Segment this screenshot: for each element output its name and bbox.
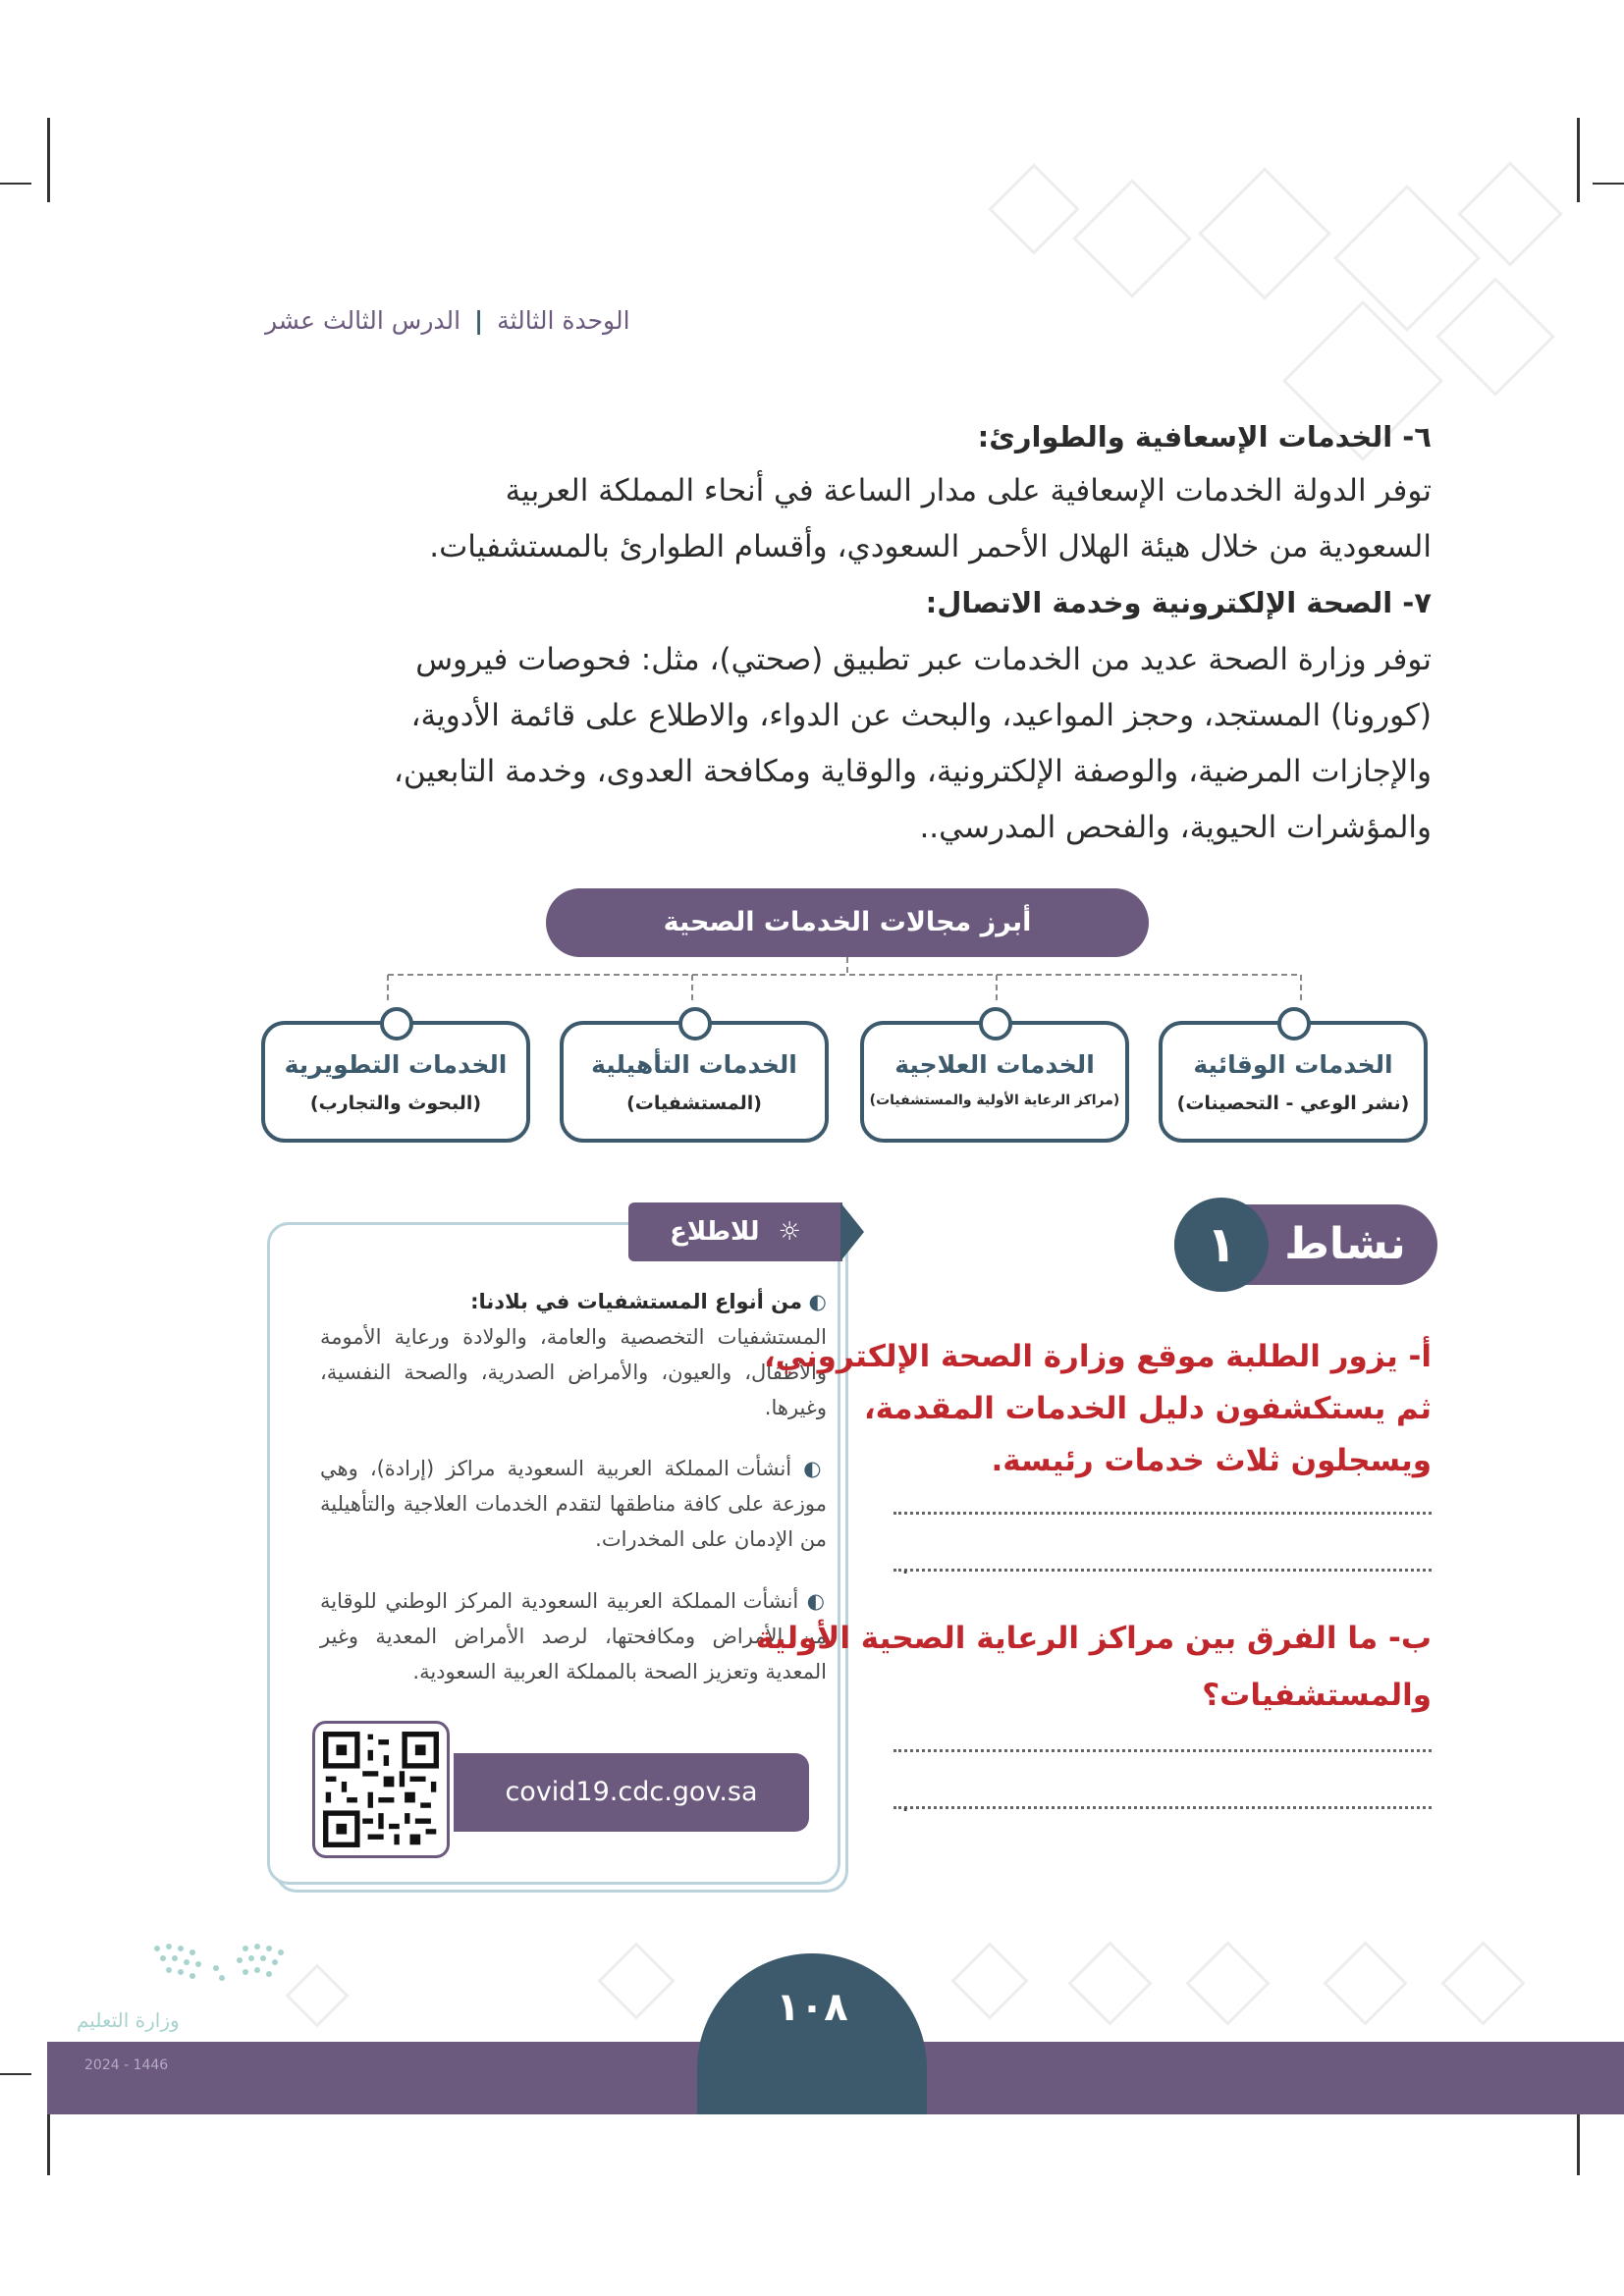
crop-mark [0,183,31,185]
page-number: ١٠٨ [697,1953,927,2114]
crop-mark [47,118,50,202]
decorative-diamond [1323,1941,1407,2025]
concept-map-title: أبرز مجالات الخدمات الصحية [546,888,1149,957]
connector-dot [979,1007,1012,1041]
activity-number: ١ [1174,1198,1269,1292]
section-title-emergency: ٦- الخدمات الإسعافية والطوارئ: [977,420,1432,454]
paragraph-line: والمؤشرات الحيوية، والفحص المدرسي.. [919,810,1432,845]
activity-question-a: أ- يزور الطلبة موقع وزارة الصحة الإلكتروني، ثم يستكشفون دليل الخدمات المقدمة، ويسجلون ثلاث خدمات رئيسة. [763,1339,1432,1478]
answer-line[interactable] [893,1749,1432,1752]
bullet-icon: ◐ [791,1457,827,1480]
paragraph-line: السعودية من خلال هيئة الهلال الأحمر السعودي، وأقسام الطوارئ بالمستشفيات. [429,529,1432,564]
section-body-emergency [263,463,1432,575]
decorative-diamond [1198,167,1331,300]
ministry-logo-icon [147,1939,295,1998]
service-name: الخدمات الوقائية [1193,1050,1393,1079]
service-sub: (مراكز الرعاية الأولية والمستشفيات) [869,1093,1120,1108]
info-item-body: أنشأت المملكة العربية السعودية المركز الوطني للوقاية من الأمراض ومكافحتها، لرصد الأمراض المعدية وغير المعدية وتعزيز الصحة بالمملكة العربية السعودية. [320,1589,827,1683]
section-title-ehealth: ٧- الصحة الإلكترونية وخدمة الاتصال: [925,586,1432,619]
connector-dot [678,1007,712,1041]
decorative-diamond [950,1942,1028,2019]
service-name: الخدمات العلاجية [894,1050,1095,1079]
service-name: الخدمات التطويرية [284,1050,508,1079]
website-link[interactable]: covid19.cdc.gov.sa [454,1753,809,1832]
decorative-diamond [1072,179,1192,298]
decorative-diamond [1185,1941,1270,2025]
decorative-diamond [285,1963,349,2027]
decorative-diamond [1067,1941,1152,2025]
info-item-body: المستشفيات التخصصية والعامة، والولادة ورعاية الأمومة والأطفال، والعيون، والأمراض الصدرية، والصحة النفسية، وغيرها. [320,1325,827,1419]
ministry-year: 2024 - 1446 [84,2057,169,2073]
info-tab-arrow [840,1202,864,1261]
qr-code[interactable] [312,1721,450,1858]
service-sub: (المستشفيات) [626,1093,762,1114]
answer-end-mark: . [901,1551,910,1580]
section-body-ehealth [263,632,1432,856]
service-box-development [261,1021,530,1143]
info-item-title: من أنواع المستشفيات في بلادنا: [470,1290,802,1313]
paragraph-line: توفر وزارة الصحة عديد من الخدمات عبر تطبيق (صحتي)، مثل: فحوصات فيروس [415,642,1432,677]
qr-code-icon [315,1724,447,1855]
service-sub: (نشر الوعي - التحصينات) [1176,1093,1410,1114]
bullet-icon: ◐ [802,1290,827,1313]
header-separator: | [474,306,484,335]
activity-question-b: ب- ما الفرق بين مراكز الرعاية الصحية الأولية والمستشفيات؟ [755,1621,1432,1713]
decorative-diamond [988,163,1079,254]
service-box-preventive [1159,1021,1428,1143]
info-tab-label: للاطلاع [670,1217,760,1247]
answer-line[interactable] [893,1569,1432,1572]
answer-end-mark: . [901,1789,910,1818]
unit-label: الوحدة الثالثة [497,306,630,335]
info-item-body: أنشأت المملكة العربية السعودية مراكز (إرادة)، وهي موزعة على كافة مناطقها لتقدم الخدمات العلاجية والتأهيلية من الإدمان على المخدرات. [320,1457,827,1551]
paragraph-line: والإجازات المرضية، والوصفة الإلكترونية، والوقاية ومكافحة العدوى، وخدمة التابعين، [393,754,1432,789]
info-tab [628,1202,842,1261]
answer-line[interactable] [893,1512,1432,1515]
lightbulb-icon: ☼ [778,1217,801,1247]
service-box-treatment [860,1021,1129,1143]
service-name: الخدمات التأهيلية [591,1050,797,1079]
ministry-name: وزارة التعليم [77,2008,180,2032]
service-sub: (البحوث والتجارب) [309,1093,482,1114]
decorative-diamond [1435,277,1555,397]
concept-map-connectors [373,957,1316,1026]
answer-line[interactable] [893,1806,1432,1809]
bullet-icon: ◐ [798,1589,828,1613]
running-header [265,306,658,335]
paragraph-line: (كورونا) المستجد، وحجز المواعيد، والبحث عن الدواء، والاطلاع على قائمة الأدوية، [410,698,1432,733]
service-box-rehabilitation [560,1021,829,1143]
activity-label: نشاط [1284,1219,1406,1269]
lesson-label: الدرس الثالث عشر [265,306,461,335]
decorative-diamond [1440,1941,1525,2025]
connector-dot [1277,1007,1311,1041]
crop-mark [1593,183,1624,185]
crop-mark [0,2073,31,2075]
crop-mark [1577,118,1580,202]
paragraph-line: توفر الدولة الخدمات الإسعافية على مدار الساعة في أنحاء المملكة العربية [505,473,1432,508]
connector-dot [380,1007,413,1041]
decorative-diamond [597,1942,675,2019]
